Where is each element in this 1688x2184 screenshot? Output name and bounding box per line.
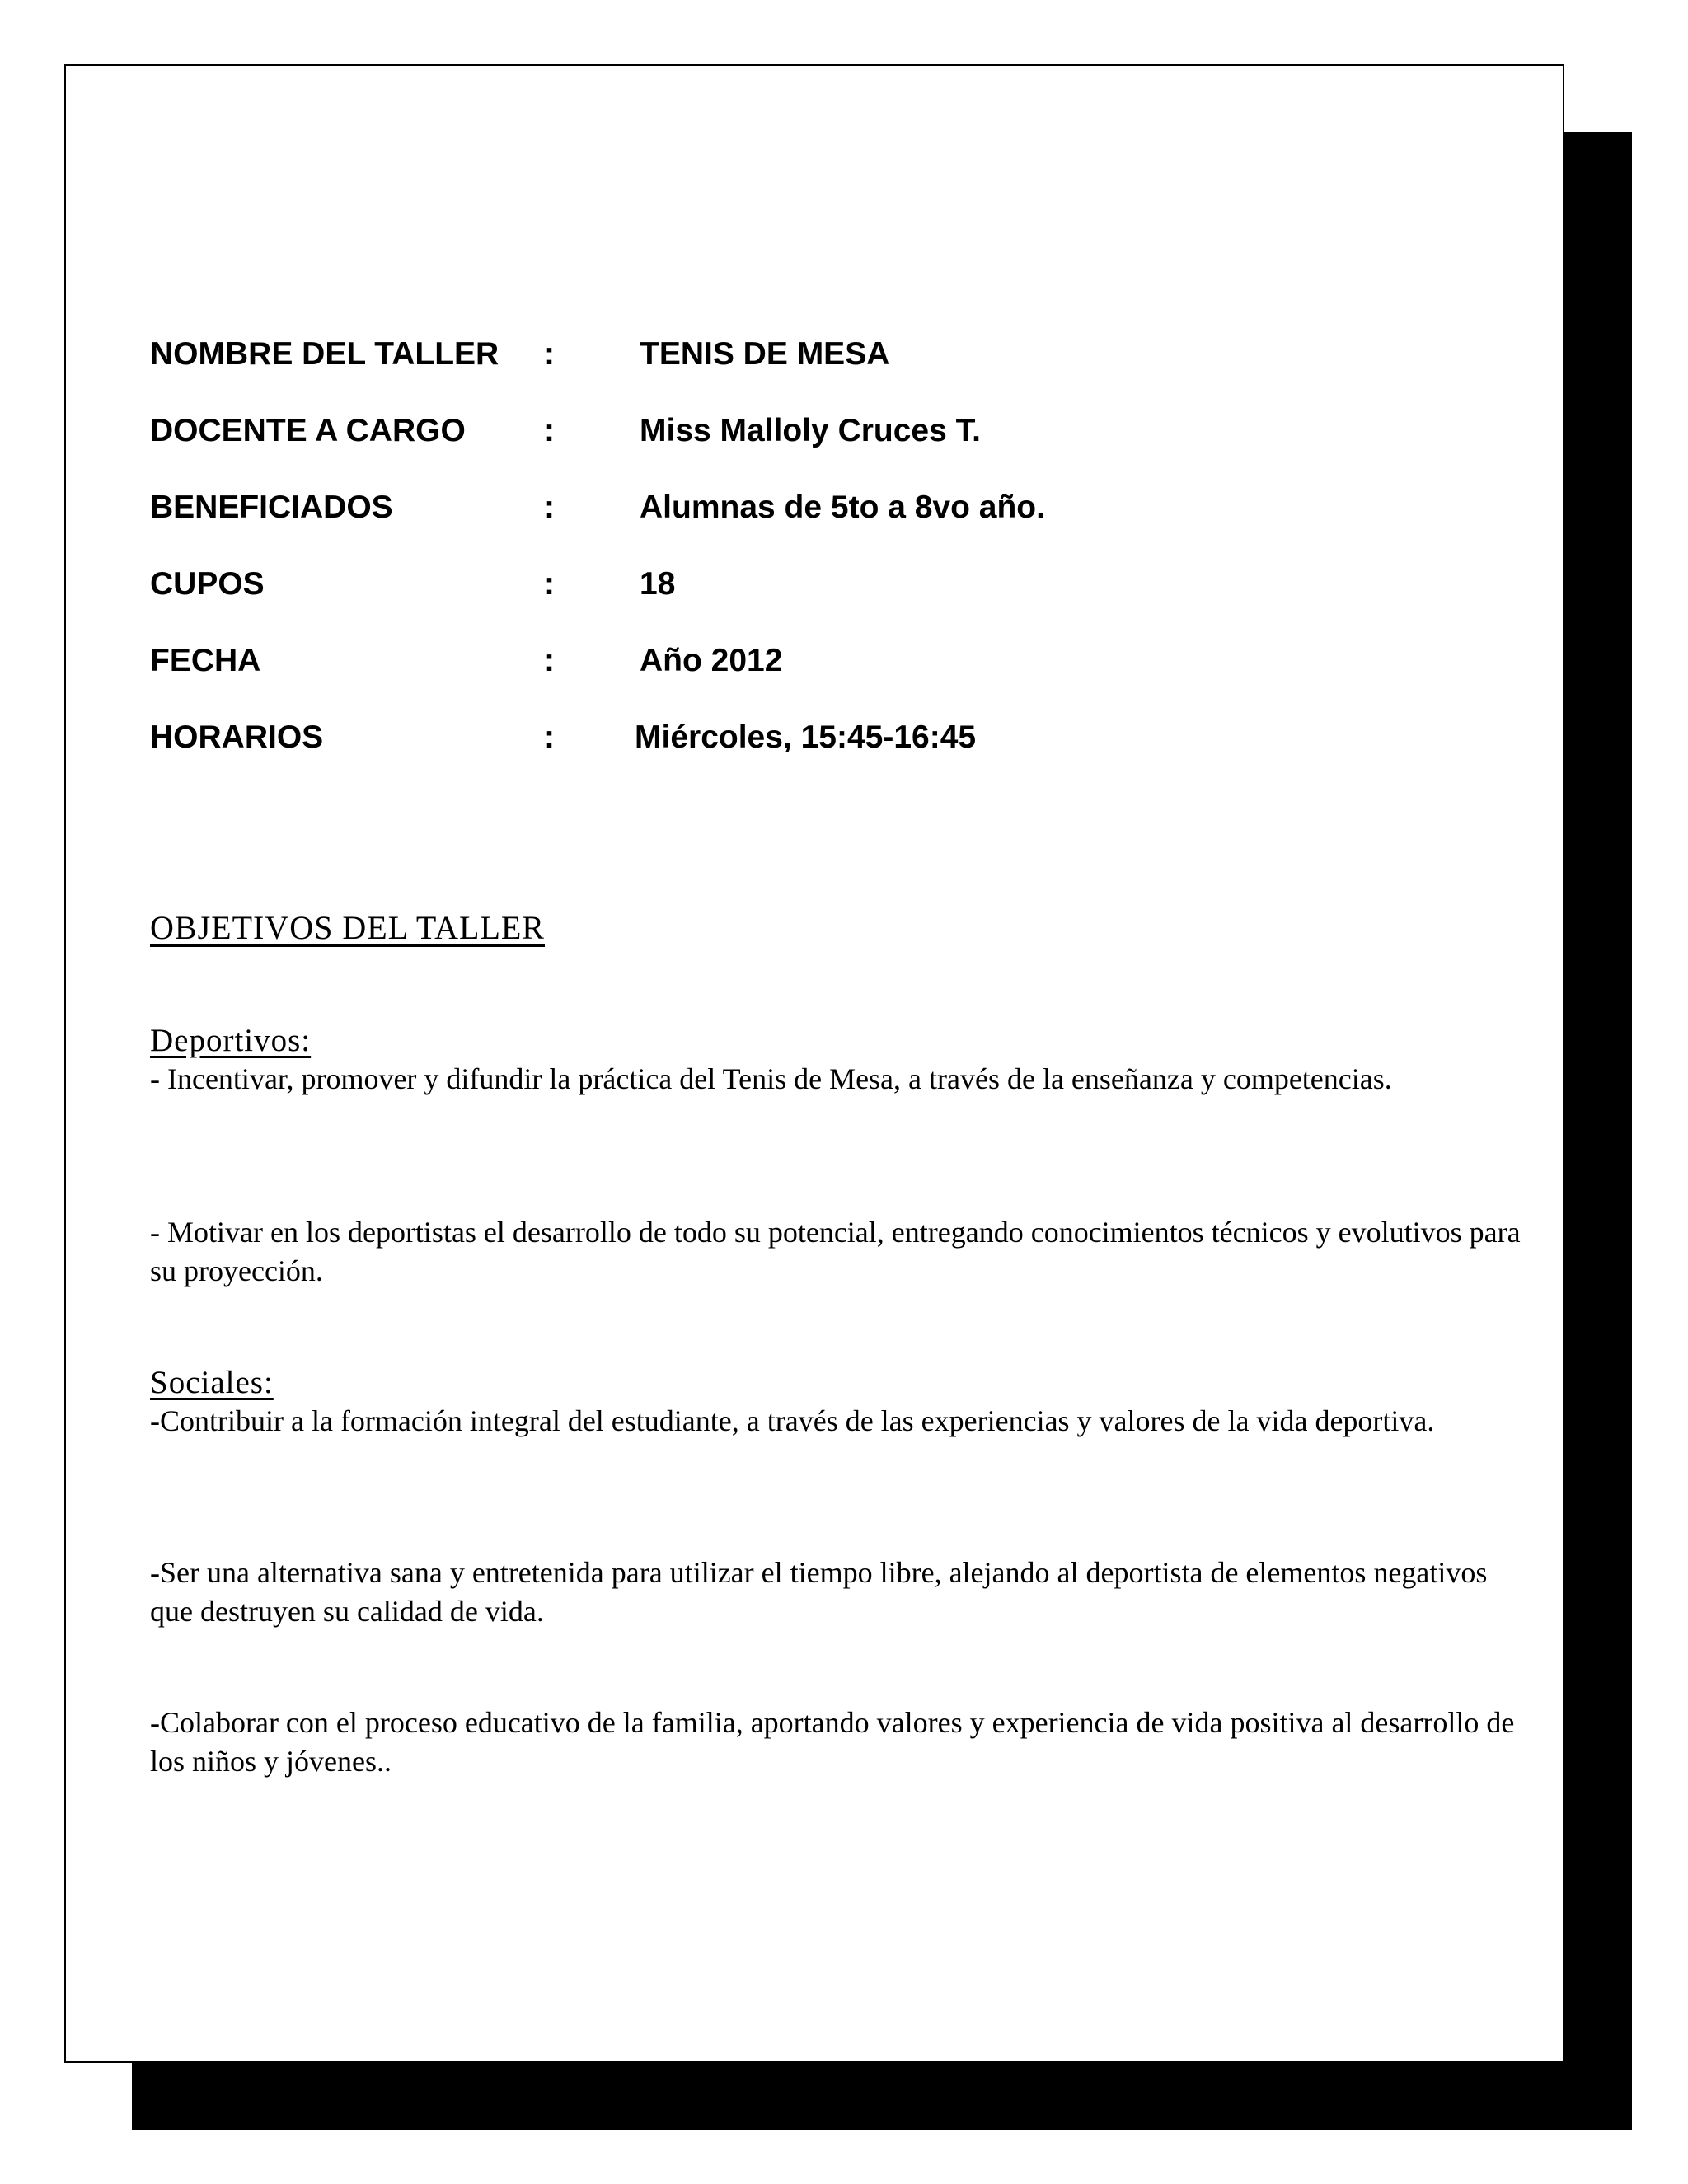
info-label: DOCENTE A CARGO: [150, 413, 466, 448]
sociales-objective-2: -Ser una alternativa sana y entretenida para utilizar el tiempo libre, alejando al deportista de elementos negativos que destruyen su calidad de vida.: [150, 1556, 1488, 1628]
info-label: BENEFICIADOS: [150, 490, 393, 525]
info-colon: :: [544, 336, 555, 372]
info-value: Miss Malloly Cruces T.: [640, 413, 981, 448]
info-label: CUPOS: [150, 566, 265, 602]
info-label: HORARIOS: [150, 719, 324, 755]
document-page: [64, 64, 1564, 2063]
objectives-title: OBJETIVOS DEL TALLER: [150, 909, 545, 946]
info-value: Miércoles, 15:45-16:45: [635, 719, 977, 755]
info-value: Año 2012: [640, 643, 783, 678]
sociales-objective-3: -Colaborar con el proceso educativo de la familia, aportando valores y experiencia de vida positiva al desarrollo de los niños y jóvenes..: [150, 1706, 1515, 1778]
info-colon: :: [544, 566, 555, 602]
info-label: NOMBRE DEL TALLER: [150, 336, 499, 372]
info-colon: :: [544, 719, 555, 755]
info-value: TENIS DE MESA: [640, 336, 890, 372]
sociales-heading: Sociales:: [150, 1365, 274, 1400]
info-colon: :: [544, 643, 555, 678]
info-value: 18: [640, 566, 676, 602]
sociales-objective-1: -Contribuir a la formación integral del estudiante, a través de las experiencias y valores de la vida deportiva.: [150, 1404, 1435, 1437]
deportivos-heading: Deportivos:: [150, 1023, 312, 1058]
deportivos-objective-2: - Motivar en los deportistas el desarrollo de todo su potencial, entregando conocimientos técnicos y evolutivos para su proyección.: [150, 1216, 1521, 1287]
info-label: FECHA: [150, 643, 261, 678]
info-value: Alumnas de 5to a 8vo año.: [640, 490, 1045, 525]
info-colon: :: [544, 413, 555, 448]
info-colon: :: [544, 490, 555, 525]
deportivos-objective-1: - Incentivar, promover y difundir la práctica del Tenis de Mesa, a través de la enseñanza y competencias.: [150, 1062, 1392, 1095]
